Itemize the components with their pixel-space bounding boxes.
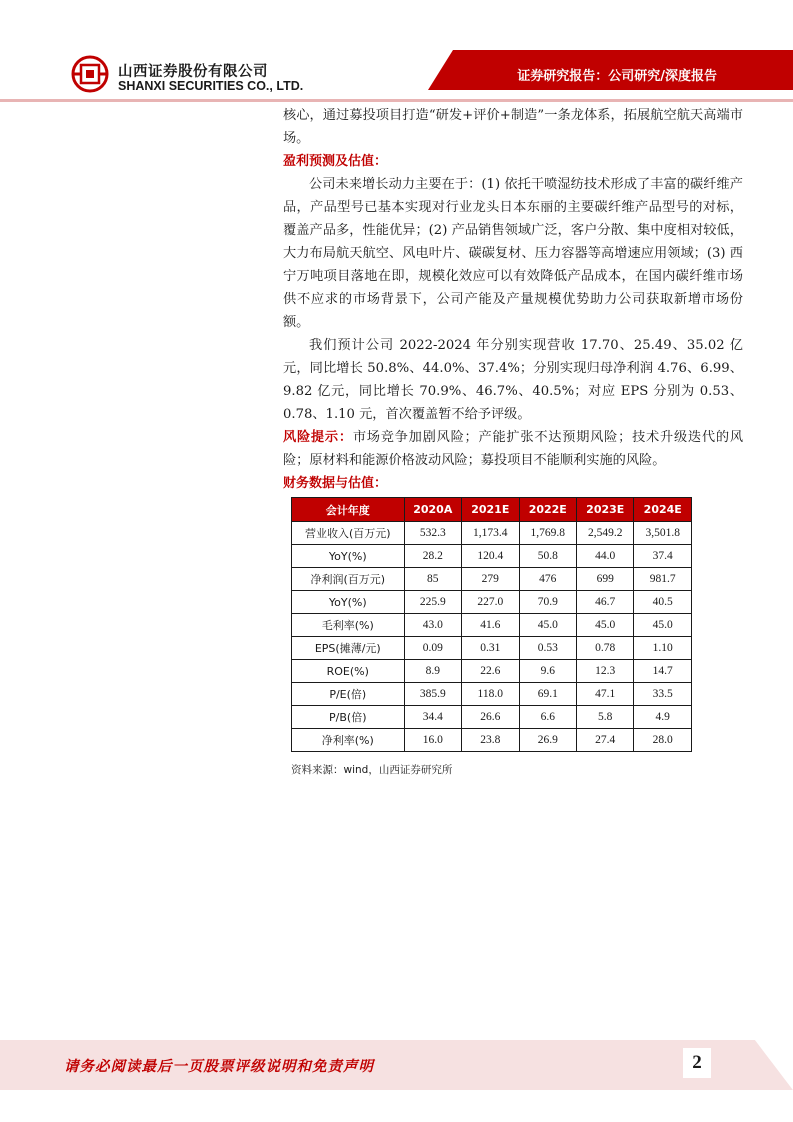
table-cell: 1,173.4: [462, 522, 519, 545]
table-row: [292, 660, 692, 683]
table-cell: 3,501.8: [634, 522, 692, 545]
company-name-en: SHANXI SECURITIES CO., LTD.: [118, 79, 304, 93]
row-label: 毛利率(%): [292, 614, 405, 637]
table-cell: 6.6: [519, 706, 576, 729]
table-cell: 385.9: [404, 683, 461, 706]
table-cell: 23.8: [462, 729, 519, 752]
table-cell: 1.10: [634, 637, 692, 660]
table-cell: 0.31: [462, 637, 519, 660]
table-cell: 118.0: [462, 683, 519, 706]
table-cell: 46.7: [577, 591, 634, 614]
table-cell: 699: [577, 568, 634, 591]
table-cell: 0.78: [577, 637, 634, 660]
table-cell: 4.9: [634, 706, 692, 729]
page-number: 2: [683, 1048, 711, 1078]
column-header: 2024E: [634, 498, 692, 522]
row-label: ROE(%): [292, 660, 405, 683]
table-row: [292, 729, 692, 752]
table-cell: 9.6: [519, 660, 576, 683]
row-label: P/E(倍): [292, 683, 405, 706]
data-source-note: 资料来源：wind，山西证券研究所: [291, 764, 453, 776]
table-row: [292, 706, 692, 729]
column-header: 2022E: [519, 498, 576, 522]
table-cell: 28.2: [404, 545, 461, 568]
report-type-label: 证券研究报告：公司研究/深度报告: [517, 69, 717, 84]
table-cell: 45.0: [634, 614, 692, 637]
financial-table-heading: 财务数据与估值：: [283, 476, 388, 491]
table-cell: 33.5: [634, 683, 692, 706]
row-label: P/B(倍): [292, 706, 405, 729]
risk-heading: 风险提示：: [283, 430, 353, 445]
risk-text: 市场竞争加剧风险；产能扩张不达预期风险；技术升级迭代的风险；原材料和能源价格波动风险；募投项目不能顺利实施的风险。: [283, 430, 744, 468]
row-label: YoY(%): [292, 545, 405, 568]
table-row: [292, 591, 692, 614]
column-header: 会计年度: [292, 498, 405, 522]
profit-forecast-heading: 盈利预测及估值：: [283, 154, 388, 169]
table-cell: 70.9: [519, 591, 576, 614]
column-header: 2020A: [404, 498, 461, 522]
column-header: 2023E: [577, 498, 634, 522]
table-cell: 43.0: [404, 614, 461, 637]
table-cell: 532.3: [404, 522, 461, 545]
main-content: [283, 104, 743, 778]
table-row: [292, 637, 692, 660]
row-label: EPS(摊薄/元): [292, 637, 405, 660]
disclaimer-text: 请务必阅读最后一页股票评级说明和免责声明: [64, 1058, 374, 1075]
page-header: [0, 0, 793, 104]
table-cell: 279: [462, 568, 519, 591]
growth-drivers-paragraph: 公司未来增长动力主要在于：(1) 依托干喷湿纺技术形成了丰富的碳纤维产品，产品型号已基本实现对行业龙头日本东丽的主要碳纤维产品型号的对标，覆盖产品多，性能优异；(2) 产品销售领域广泛，客户分散、集中度相对较低，大力布局航天航空、风电叶片、碳碳复材、压力容器等高增速应用领域；(3) 西宁万吨项目落地在即，规模化效应可以有效降低产品成本，在国内碳纤维市场供不应求的市场背景下，公司产能及产量规模优势助力公司获取新增市场份额。: [283, 177, 743, 330]
table-cell: 0.53: [519, 637, 576, 660]
table-cell: 37.4: [634, 545, 692, 568]
table-cell: 14.7: [634, 660, 692, 683]
risk-paragraph: [283, 426, 743, 472]
table-cell: 16.0: [404, 729, 461, 752]
table-cell: 41.6: [462, 614, 519, 637]
row-label: 净利率(%): [292, 729, 405, 752]
financial-data-table: [291, 497, 692, 752]
table-row: [292, 545, 692, 568]
table-cell: 225.9: [404, 591, 461, 614]
table-cell: 34.4: [404, 706, 461, 729]
table-cell: 28.0: [634, 729, 692, 752]
table-cell: 227.0: [462, 591, 519, 614]
table-cell: 85: [404, 568, 461, 591]
table-cell: 50.8: [519, 545, 576, 568]
table-cell: 0.09: [404, 637, 461, 660]
table-cell: 47.1: [577, 683, 634, 706]
table-cell: 26.9: [519, 729, 576, 752]
table-cell: 44.0: [577, 545, 634, 568]
table-cell: 45.0: [577, 614, 634, 637]
row-label: 营业收入(百万元): [292, 522, 405, 545]
table-cell: 1,769.8: [519, 522, 576, 545]
row-label: 净利润(百万元): [292, 568, 405, 591]
table-row: [292, 522, 692, 545]
table-cell: 26.6: [462, 706, 519, 729]
table-cell: 27.4: [577, 729, 634, 752]
table-cell: 2,549.2: [577, 522, 634, 545]
row-label: YoY(%): [292, 591, 405, 614]
table-cell: 5.8: [577, 706, 634, 729]
table-cell: 120.4: [462, 545, 519, 568]
table-row: [292, 683, 692, 706]
table-row: [292, 568, 692, 591]
table-row: [292, 614, 692, 637]
column-header: 2021E: [462, 498, 519, 522]
company-logo-icon: [70, 54, 110, 94]
forecast-paragraph: 我们预计公司 2022-2024 年分别实现营收 17.70、25.49、35.02 亿元，同比增长 50.8%、44.0%、37.4%；分别实现归母净利润 4.76、6.99、9.82 亿元，同比增长 70.9%、46.7%、40.5%；对应 EPS 分别为 0.53、0.78、1.10 元，首次覆盖暂不给予评级。: [283, 338, 743, 422]
table-cell: 22.6: [462, 660, 519, 683]
table-cell: 45.0: [519, 614, 576, 637]
intro-paragraph: 核心，通过募投项目打造“研发+评价+制造”一条龙体系，拓展航空航天高端市场。: [283, 108, 743, 146]
table-cell: 981.7: [634, 568, 692, 591]
table-header-row: [292, 498, 692, 522]
table-cell: 12.3: [577, 660, 634, 683]
table-cell: 40.5: [634, 591, 692, 614]
table-cell: 476: [519, 568, 576, 591]
table-cell: 69.1: [519, 683, 576, 706]
table-cell: 8.9: [404, 660, 461, 683]
company-name-cn: 山西证券股份有限公司: [118, 64, 268, 80]
